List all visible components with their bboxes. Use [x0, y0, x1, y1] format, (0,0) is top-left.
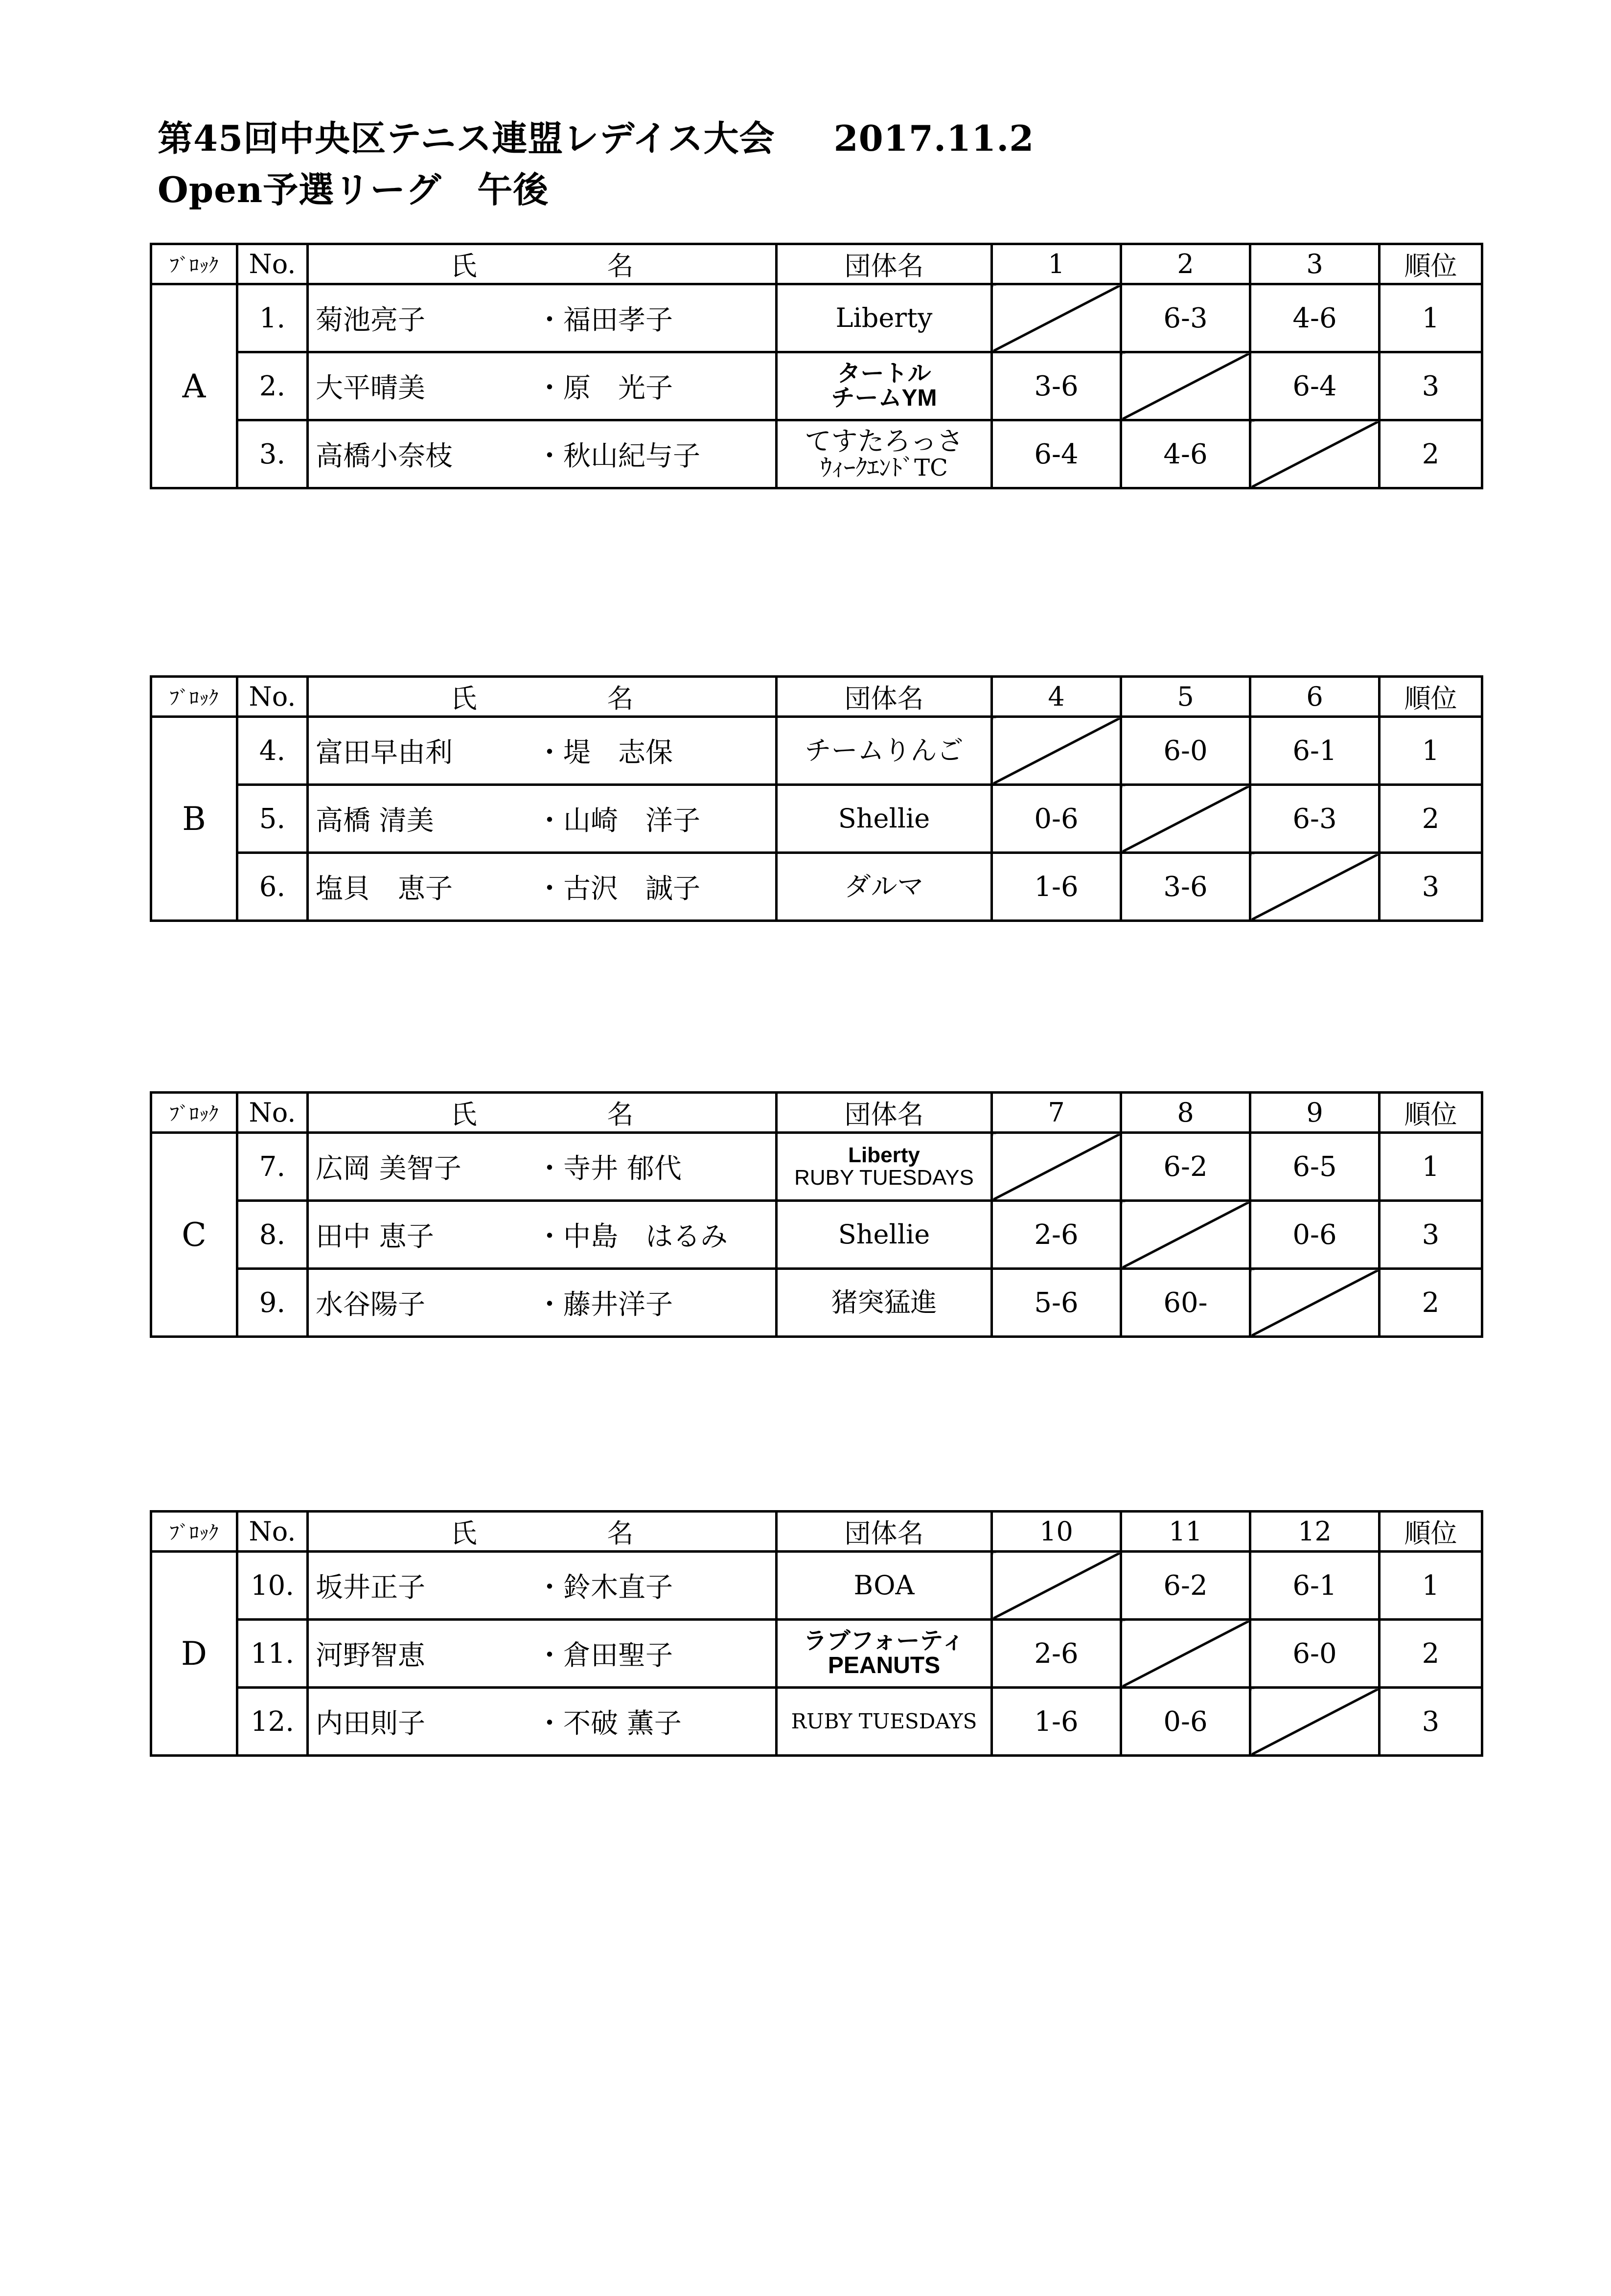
block-letter: A: [151, 284, 237, 488]
entry-number: 3.: [237, 420, 308, 488]
player-names: [308, 1688, 777, 1756]
team-name: [777, 1552, 992, 1620]
player-names: [308, 284, 777, 352]
table-row: [151, 717, 1482, 785]
entry-number: 12.: [237, 1688, 308, 1756]
rank-cell: 2: [1380, 1269, 1482, 1337]
self-match-cell: [1250, 420, 1380, 488]
self-match-cell: [1121, 352, 1250, 420]
team-line-1: 猪突猛進: [831, 1286, 937, 1318]
match-header: 11: [1121, 1512, 1250, 1552]
player-2: ・倉田聖子: [536, 1640, 673, 1672]
no-header: No.: [237, 1093, 308, 1133]
table-row: [151, 284, 1482, 352]
player-1: 水谷陽子: [316, 1289, 425, 1321]
tournament-date: 2017.11.2: [833, 117, 1035, 159]
header-row: [151, 244, 1482, 284]
player-names: [308, 1620, 777, 1688]
player-1: 大平晴美: [316, 372, 425, 404]
match-header: 9: [1250, 1093, 1380, 1133]
league-table-d: [150, 1510, 1483, 1757]
entry-number: 10.: [237, 1552, 308, 1620]
player-names: [308, 717, 777, 785]
entry-number: 1.: [237, 284, 308, 352]
player-names: [308, 420, 777, 488]
team-line-1: チームりんご: [805, 735, 964, 766]
page-subtitle: Open予選リーグ 午後: [158, 169, 549, 210]
match-header: 1: [992, 244, 1121, 284]
name-header: [308, 1093, 777, 1133]
self-match-cell: [1250, 1269, 1380, 1337]
team-line-2: ｳｨｰｸｴﾝﾄﾞTC: [820, 454, 948, 482]
team-name: [777, 284, 992, 352]
player-1: 広岡 美智子: [316, 1153, 461, 1185]
team-line-1: RUBY TUESDAYS: [791, 1709, 977, 1733]
team-name: [777, 717, 992, 785]
player-names: [308, 785, 777, 853]
score-cell: 3-6: [992, 352, 1121, 420]
league-table-a: [150, 243, 1483, 489]
score-cell: 6-2: [1121, 1552, 1250, 1620]
team-name: [777, 853, 992, 921]
player-names: [308, 1552, 777, 1620]
player-1: 富田早由利: [316, 737, 453, 769]
match-header: 6: [1250, 677, 1380, 717]
team-line-1: ラブフォーティ: [803, 1628, 965, 1654]
match-header: 3: [1250, 244, 1380, 284]
player-2: ・不破 薫子: [536, 1708, 682, 1740]
table-row: [151, 853, 1482, 921]
match-header: 7: [992, 1093, 1121, 1133]
match-header: 4: [992, 677, 1121, 717]
block-header: ﾌﾞﾛｯｸ: [151, 1093, 237, 1133]
score-cell: 5-6: [992, 1269, 1121, 1337]
block-header: ﾌﾞﾛｯｸ: [151, 677, 237, 717]
rank-header: 順位: [1380, 244, 1482, 284]
self-match-cell: [992, 717, 1121, 785]
self-match-cell: [1121, 1620, 1250, 1688]
team-name: [777, 1688, 992, 1756]
score-cell: 6-4: [1250, 352, 1380, 420]
player-1: 田中 恵子: [316, 1221, 434, 1253]
team-header: 団体名: [777, 1512, 992, 1552]
header-row: [151, 677, 1482, 717]
score-cell: 6-5: [1250, 1133, 1380, 1201]
team-name: [777, 1201, 992, 1269]
player-names: [308, 1133, 777, 1201]
player-2: ・堤 志保: [536, 737, 673, 769]
rank-cell: 3: [1380, 1201, 1482, 1269]
name-header-2: 名: [607, 251, 634, 281]
score-cell: 60-: [1121, 1269, 1250, 1337]
player-2: ・鈴木直子: [536, 1572, 673, 1604]
no-header: No.: [237, 244, 308, 284]
header-row: [151, 1512, 1482, 1552]
score-cell: 0-6: [1121, 1688, 1250, 1756]
score-cell: 0-6: [992, 785, 1121, 853]
block-header: ﾌﾞﾛｯｸ: [151, 244, 237, 284]
tournament-title: 第45回中央区テニス連盟レデイス大会: [158, 117, 775, 159]
entry-number: 4.: [237, 717, 308, 785]
team-line-1: Shellie: [838, 803, 930, 834]
table-row: [151, 1133, 1482, 1201]
rank-cell: 3: [1380, 853, 1482, 921]
name-header-1: 氏: [450, 683, 477, 714]
rank-header: 順位: [1380, 1093, 1482, 1133]
team-line-1: ダルマ: [844, 871, 924, 902]
entry-number: 7.: [237, 1133, 308, 1201]
block-letter: C: [151, 1133, 237, 1337]
name-header-2: 名: [607, 683, 634, 714]
team-line-1: てすたろっさ: [805, 426, 964, 457]
team-line-2: RUBY TUESDAYS: [794, 1166, 974, 1190]
team-line-2: PEANUTS: [828, 1653, 941, 1678]
player-2: ・秋山紀与子: [536, 440, 700, 472]
entry-number: 8.: [237, 1201, 308, 1269]
player-names: [308, 1269, 777, 1337]
team-line-2: チームYM: [831, 385, 937, 411]
player-1: 高橋 清美: [316, 805, 434, 837]
score-cell: 6-2: [1121, 1133, 1250, 1201]
table-row: [151, 1688, 1482, 1756]
player-1: 坂井正子: [316, 1572, 425, 1604]
match-header: 12: [1250, 1512, 1380, 1552]
table-row: [151, 1269, 1482, 1337]
no-header: No.: [237, 677, 308, 717]
self-match-cell: [1250, 853, 1380, 921]
page-title: [158, 110, 1034, 161]
rank-cell: 3: [1380, 352, 1482, 420]
team-line-1: Shellie: [838, 1218, 930, 1250]
team-name: [777, 1620, 992, 1688]
player-2: ・福田孝子: [536, 304, 673, 336]
team-name: [777, 1269, 992, 1337]
rank-cell: 1: [1380, 284, 1482, 352]
rank-cell: 2: [1380, 420, 1482, 488]
self-match-cell: [1121, 1201, 1250, 1269]
score-cell: 1-6: [992, 853, 1121, 921]
score-cell: 4-6: [1121, 420, 1250, 488]
team-name: [777, 785, 992, 853]
player-1: 内田則子: [316, 1708, 425, 1740]
rank-cell: 3: [1380, 1688, 1482, 1756]
entry-number: 2.: [237, 352, 308, 420]
player-1: 高橋小奈枝: [316, 440, 453, 472]
player-1: 河野智恵: [316, 1640, 425, 1672]
entry-number: 9.: [237, 1269, 308, 1337]
self-match-cell: [992, 1552, 1121, 1620]
entry-number: 6.: [237, 853, 308, 921]
header-row: [151, 1093, 1482, 1133]
self-match-cell: [1121, 785, 1250, 853]
rank-header: 順位: [1380, 677, 1482, 717]
score-cell: 2-6: [992, 1201, 1121, 1269]
block-header: ﾌﾞﾛｯｸ: [151, 1512, 237, 1552]
name-header: [308, 244, 777, 284]
score-cell: 6-3: [1121, 284, 1250, 352]
player-names: [308, 853, 777, 921]
team-name: [777, 352, 992, 420]
entry-number: 5.: [237, 785, 308, 853]
entry-number: 11.: [237, 1620, 308, 1688]
team-name: [777, 1133, 992, 1201]
name-header-2: 名: [607, 1099, 634, 1130]
score-cell: 6-0: [1121, 717, 1250, 785]
table-row: [151, 420, 1482, 488]
score-cell: 0-6: [1250, 1201, 1380, 1269]
team-line-1: Liberty: [835, 302, 933, 333]
rank-cell: 2: [1380, 1620, 1482, 1688]
team-name: [777, 420, 992, 488]
score-cell: 6-0: [1250, 1620, 1380, 1688]
match-header: 10: [992, 1512, 1121, 1552]
table-row: [151, 352, 1482, 420]
score-cell: 1-6: [992, 1688, 1121, 1756]
league-table-b: [150, 675, 1483, 922]
self-match-cell: [992, 1133, 1121, 1201]
name-header-2: 名: [607, 1518, 634, 1549]
score-cell: 6-1: [1250, 717, 1380, 785]
no-header: No.: [237, 1512, 308, 1552]
team-line-1: タートル: [837, 360, 931, 387]
team-header: 団体名: [777, 244, 992, 284]
player-1: 菊池亮子: [316, 304, 425, 336]
player-2: ・寺井 郁代: [536, 1153, 682, 1185]
table-row: [151, 785, 1482, 853]
rank-cell: 2: [1380, 785, 1482, 853]
player-2: ・原 光子: [536, 372, 673, 404]
score-cell: 6-4: [992, 420, 1121, 488]
player-2: ・藤井洋子: [536, 1289, 673, 1321]
team-line-1: Liberty: [848, 1143, 920, 1167]
team-line-1: BOA: [853, 1569, 915, 1601]
match-header: 2: [1121, 244, 1250, 284]
player-1: 塩貝 恵子: [316, 873, 453, 905]
self-match-cell: [1250, 1688, 1380, 1756]
team-header: 団体名: [777, 1093, 992, 1133]
block-letter: D: [151, 1552, 237, 1756]
player-names: [308, 1201, 777, 1269]
name-header: [308, 677, 777, 717]
rank-cell: 1: [1380, 1552, 1482, 1620]
player-names: [308, 352, 777, 420]
score-cell: 6-3: [1250, 785, 1380, 853]
name-header: [308, 1512, 777, 1552]
match-header: 5: [1121, 677, 1250, 717]
team-header: 団体名: [777, 677, 992, 717]
rank-header: 順位: [1380, 1512, 1482, 1552]
rank-cell: 1: [1380, 717, 1482, 785]
self-match-cell: [992, 284, 1121, 352]
league-table-c: [150, 1091, 1483, 1338]
score-cell: 4-6: [1250, 284, 1380, 352]
block-letter: B: [151, 717, 237, 921]
name-header-1: 氏: [450, 1518, 477, 1549]
match-header: 8: [1121, 1093, 1250, 1133]
name-header-1: 氏: [450, 251, 477, 281]
player-2: ・中島 はるみ: [536, 1221, 728, 1253]
name-header-1: 氏: [450, 1099, 477, 1130]
rank-cell: 1: [1380, 1133, 1482, 1201]
table-row: [151, 1620, 1482, 1688]
score-cell: 3-6: [1121, 853, 1250, 921]
player-2: ・山崎 洋子: [536, 805, 700, 837]
table-row: [151, 1201, 1482, 1269]
table-row: [151, 1552, 1482, 1620]
score-cell: 2-6: [992, 1620, 1121, 1688]
player-2: ・古沢 誠子: [536, 873, 700, 905]
score-cell: 6-1: [1250, 1552, 1380, 1620]
